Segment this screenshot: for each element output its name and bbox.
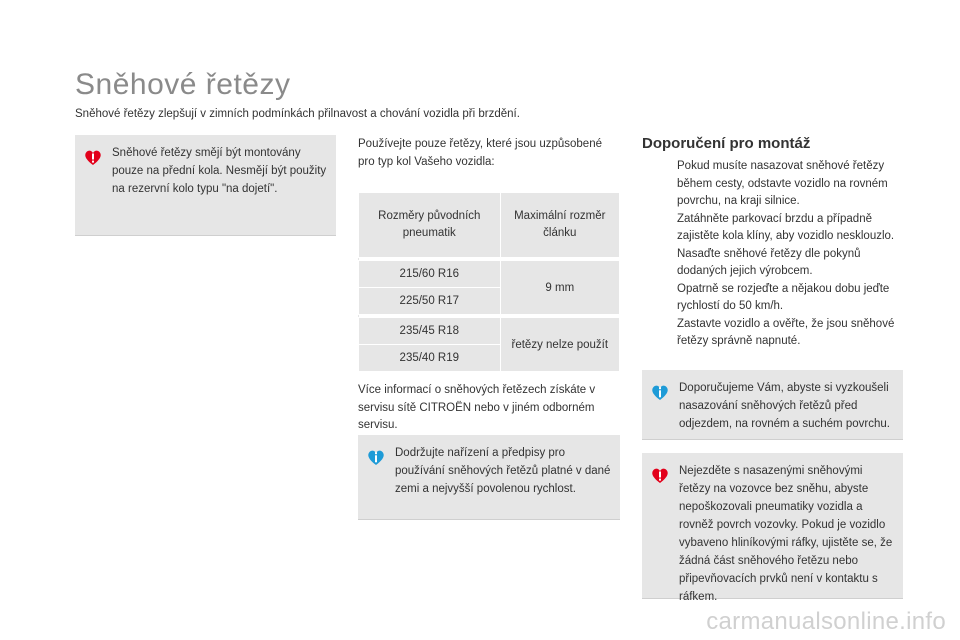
page-title: Sněhové řetězy	[75, 68, 291, 101]
more-info-text: Více informací o sněhových řetězech získáte v servisu sítě CITROËN nebo v jiném odborném servisu.	[358, 384, 596, 431]
warning-front-text: Sněhové řetězy smějí být montovány pouze na přední kola. Nesmějí být použity na rezervní kolo typu "na dojetí".	[112, 147, 327, 195]
table-header-row	[359, 193, 620, 258]
info-icon	[366, 447, 386, 467]
list-item: Pokud musíte nasazovat sněhové řetězy během cesty, odstavte vozidlo na rovném povrchu, na kraji silnice.	[677, 160, 888, 207]
tyre-size-cell: 235/45 R18	[359, 318, 501, 345]
table-row	[359, 318, 620, 345]
table-header-tyre-size: Rozměry původních pneumatik	[359, 193, 501, 258]
list-item: Zastavte vozidlo a ověřte, že jsou sněhové řetězy správně napnuté.	[677, 317, 895, 347]
warning-icon	[83, 147, 103, 167]
max-link-cell: 9 mm	[500, 261, 619, 315]
watermark: carmanualsonline.info	[706, 608, 946, 635]
max-link-cell: řetězy nelze použít	[500, 318, 619, 372]
fitting-section-title: Doporučení pro montáž	[642, 135, 811, 152]
table-row	[359, 261, 620, 288]
info-icon	[650, 382, 670, 402]
table-header-max-link: Maximální rozměr článku	[500, 193, 619, 258]
info-box-regulations	[358, 435, 620, 520]
list-item: Opatrně se rozjeďte a nějakou dobu jeďte rychlostí do 50 km/h.	[677, 282, 890, 312]
tyre-size-cell: 225/50 R17	[359, 288, 501, 315]
info-box-practice	[642, 370, 903, 440]
intro-text: Sněhové řetězy zlepšují v zimních podmínkách přilnavost a chování vozidla při brzdění.	[75, 108, 520, 120]
warning-snowless-text: Nejezděte s nasazenými sněhovými řetězy na vozovce bez sněhu, abyste nepoškozovali pneumatiky vozidla a rovněž povrch vozovky. Pokud je vozidlo vybaveno hliníkovými ráfky, ujistěte se, že žádná část sněhového řetězu nebo připevňovacích prvků není v kontaktu s ráfkem.	[679, 465, 893, 603]
tyre-size-table	[358, 192, 620, 372]
usage-text: Používejte pouze řetězy, které jsou uzpůsobené pro typ kol Vašeho vozidla:	[358, 138, 602, 168]
info-practice-text: Doporučujeme Vám, abyste si vyzkoušeli nasazování sněhových řetězů před odjezdem, na rovném a suchém povrchu.	[679, 382, 890, 430]
tyre-size-cell: 215/60 R16	[359, 261, 501, 288]
info-regulations-text: Dodržujte nařízení a předpisy pro používání sněhových řetězů platné v dané zemi a nejvyšší povolenou rychlost.	[395, 447, 611, 495]
list-item: Nasaďte sněhové řetězy dle pokynů dodaných jejich výrobcem.	[677, 247, 861, 277]
list-item: Zatáhněte parkovací brzdu a případně zajistěte kola klíny, aby vozidlo nesklouzlo.	[677, 212, 895, 242]
warning-icon	[650, 465, 670, 485]
warning-box-snowless-road	[642, 453, 903, 603]
warning-box-front-wheels	[75, 135, 336, 236]
tyre-size-cell: 235/40 R19	[359, 345, 501, 372]
fitting-steps-list	[642, 158, 904, 351]
